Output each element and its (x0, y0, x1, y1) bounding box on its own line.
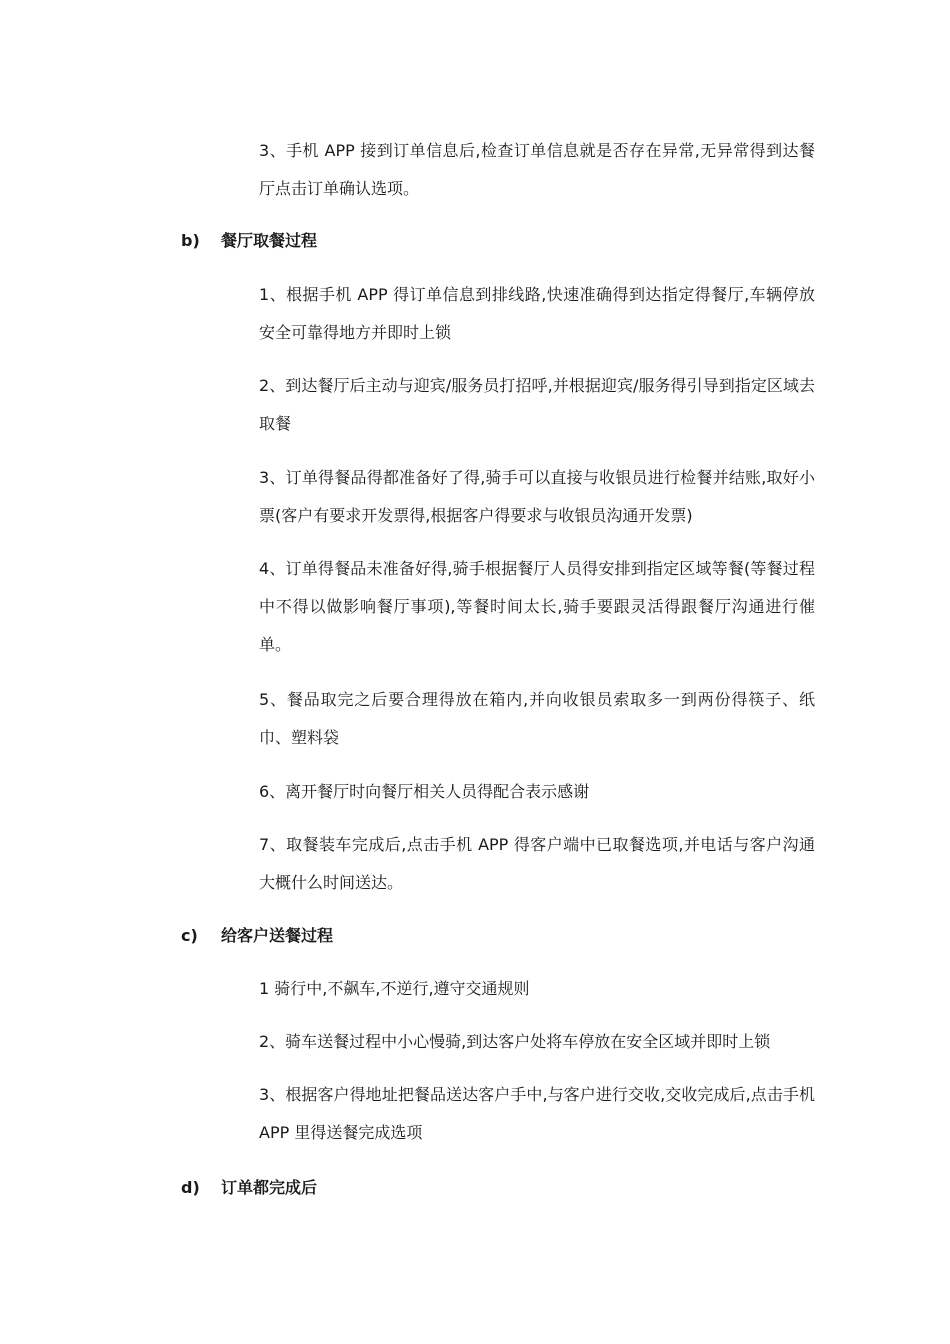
section-c-title: 给客户送餐过程 (221, 926, 334, 945)
step-b1-paragraph: 1、根据手机 APP 得订单信息到排线路,快速准确得到达指定得餐厅,车辆停放安全可靠得地方并即时上锁 (259, 285, 815, 342)
step-c3-paragraph: 3、根据客户得地址把餐品送达客户手中,与客户进行交收,交收完成后,点击手机 APP 里得送餐完成选项 (259, 1085, 815, 1142)
section-d-letter: d) (181, 1178, 200, 1197)
section-c-letter: c) (181, 926, 198, 945)
step-c2-paragraph: 2、骑车送餐过程中小心慢骑,到达客户处将车停放在安全区域并即时上锁 (259, 1032, 771, 1051)
step-c1-paragraph: 1 骑行中,不飙车,不逆行,遵守交通规则 (259, 979, 530, 998)
section-b-title: 餐厅取餐过程 (221, 231, 318, 250)
section-b-heading (181, 229, 317, 253)
step-a3-paragraph: 3、手机 APP 接到订单信息后,检查订单信息就是否存在异常,无异常得到达餐厅点击订单确认选项。 (259, 141, 815, 198)
section-d-heading (181, 1176, 317, 1200)
section-c-heading (181, 924, 333, 948)
step-b5-paragraph: 5、餐品取完之后要合理得放在箱内,并向收银员索取多一到两份得筷子、纸巾、塑料袋 (259, 690, 815, 747)
section-d-title: 订单都完成后 (221, 1178, 318, 1197)
section-b-letter: b) (181, 231, 200, 250)
step-b4-paragraph: 4、订单得餐品未准备好得,骑手根据餐厅人员得安排到指定区域等餐(等餐过程中不得以做影响餐厅事项),等餐时间太长,骑手要跟灵活得跟餐厅沟通进行催单。 (259, 559, 815, 654)
step-b7-paragraph: 7、取餐装车完成后,点击手机 APP 得客户端中已取餐选项,并电话与客户沟通大概什么时间送达。 (259, 835, 815, 892)
step-b3-paragraph: 3、订单得餐品得都准备好了得,骑手可以直接与收银员进行检餐并结账,取好小票(客户有要求开发票得,根据客户得要求与收银员沟通开发票) (259, 468, 815, 525)
step-b2-paragraph: 2、到达餐厅后主动与迎宾/服务员打招呼,并根据迎宾/服务得引导到指定区域去取餐 (259, 376, 815, 433)
step-b6-paragraph: 6、离开餐厅时向餐厅相关人员得配合表示感谢 (259, 782, 590, 801)
